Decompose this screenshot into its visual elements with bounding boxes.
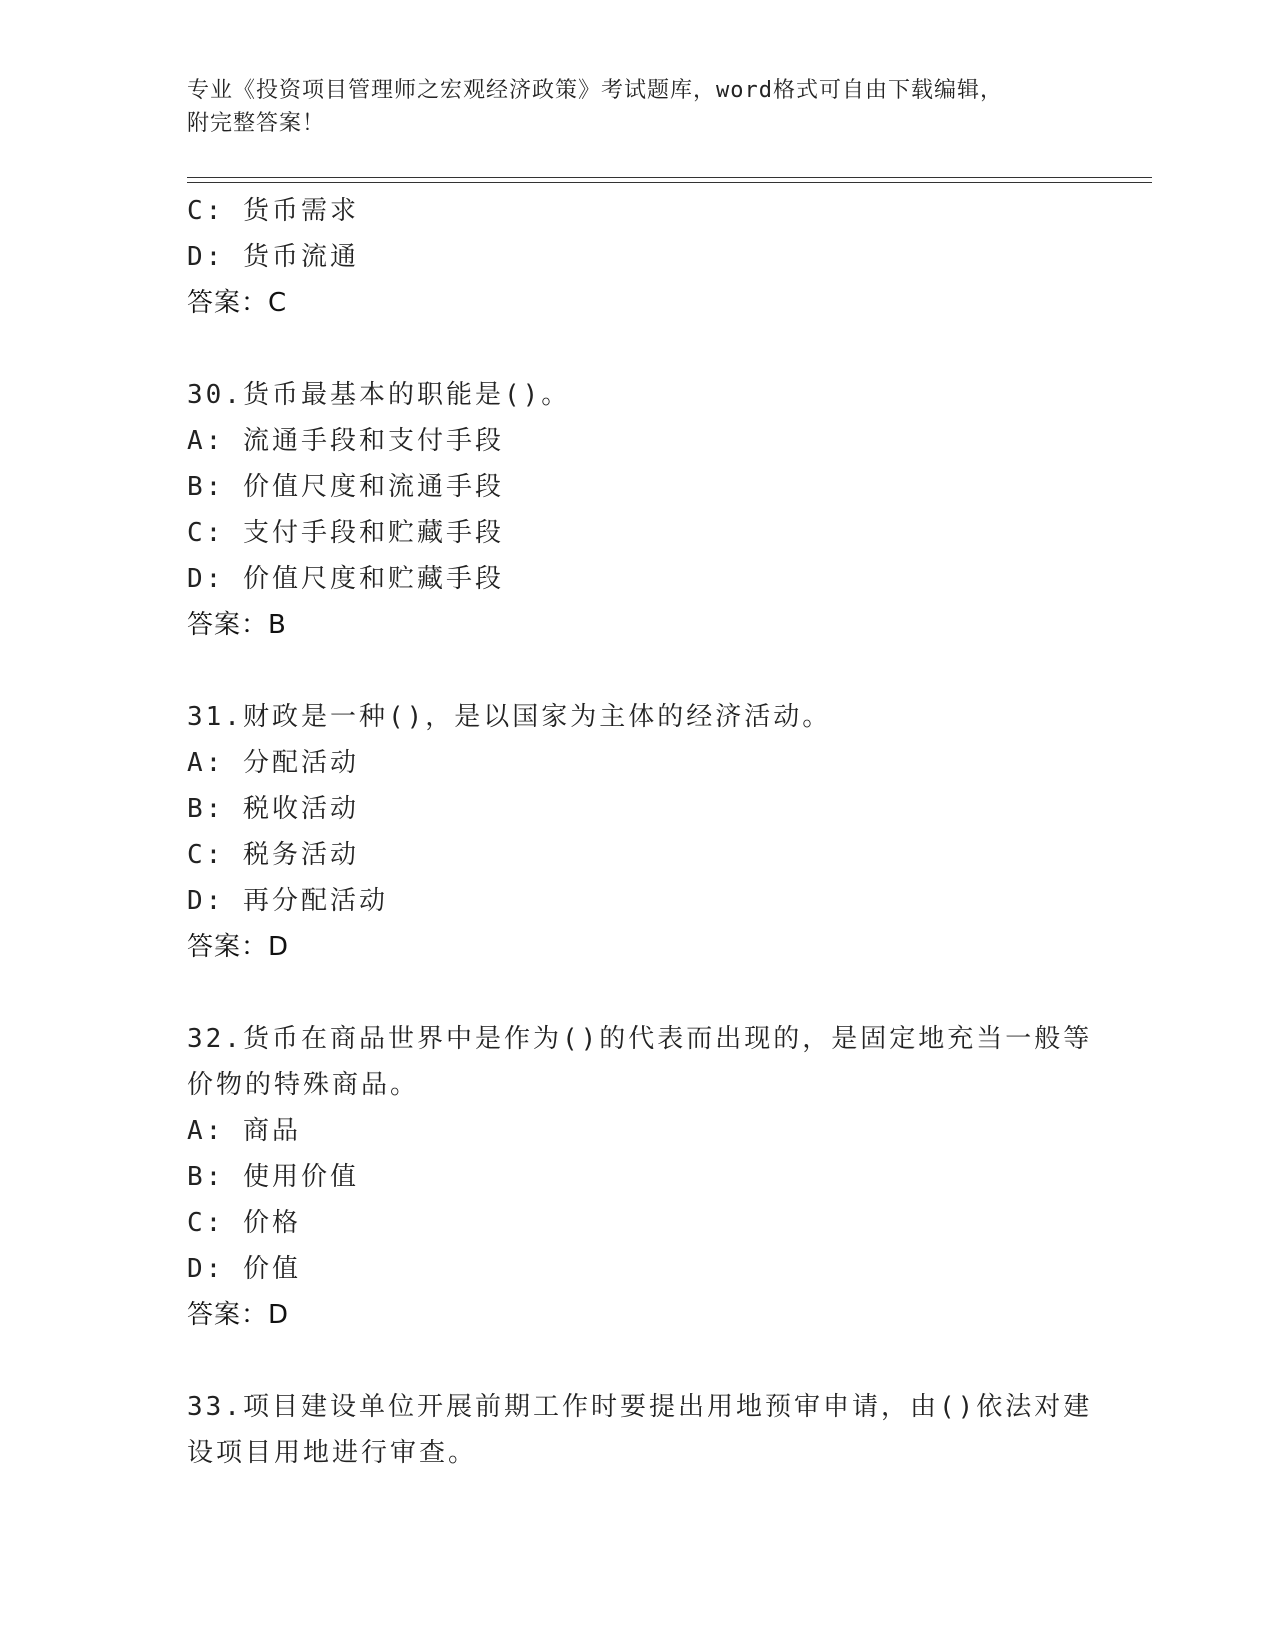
question-stem: 31.财政是一种()，是以国家为主体的经济活动。 bbox=[187, 702, 832, 732]
option-b: B: 价值尺度和流通手段 bbox=[187, 472, 504, 502]
option-a: A: 商品 bbox=[187, 1116, 301, 1146]
answer-line: 答案：D bbox=[187, 1300, 290, 1330]
spacer bbox=[187, 970, 1087, 1016]
spacer bbox=[187, 648, 1087, 694]
header-line-2: 附完整答案！ bbox=[187, 111, 326, 136]
answer-line: 答案：C bbox=[187, 288, 288, 318]
question-31 bbox=[187, 694, 1087, 970]
option-d: D: 价值 bbox=[187, 1254, 301, 1284]
answer-line: 答案：D bbox=[187, 932, 290, 962]
question-29-tail bbox=[187, 188, 1087, 326]
option-c: C: 税务活动 bbox=[187, 840, 359, 870]
question-stem-line-1: 33.项目建设单位开展前期工作时要提出用地预审申请，由()依法对建 bbox=[187, 1392, 1093, 1422]
option-a: A: 分配活动 bbox=[187, 748, 359, 778]
question-30 bbox=[187, 372, 1087, 648]
option-d: D: 价值尺度和贮藏手段 bbox=[187, 564, 504, 594]
question-stem-line-2: 价物的特殊商品。 bbox=[187, 1070, 420, 1100]
question-33 bbox=[187, 1384, 1093, 1476]
spacer bbox=[187, 1338, 1087, 1384]
question-32 bbox=[187, 1016, 1093, 1338]
option-d: D: 再分配活动 bbox=[187, 886, 388, 916]
option-b: B: 使用价值 bbox=[187, 1162, 359, 1192]
answer-line: 答案：B bbox=[187, 610, 287, 640]
question-stem: 30.货币最基本的职能是()。 bbox=[187, 380, 571, 410]
question-stem-line-2: 设项目用地进行审查。 bbox=[187, 1438, 478, 1468]
spacer bbox=[187, 326, 1087, 372]
document-header bbox=[187, 74, 1067, 140]
header-line-1: 专业《投资项目管理师之宏观经济政策》考试题库，word格式可自由下载编辑， bbox=[187, 78, 1003, 103]
option-b: B: 税收活动 bbox=[187, 794, 359, 824]
option-c: C: 支付手段和贮藏手段 bbox=[187, 518, 504, 548]
option-d: D: 货币流通 bbox=[187, 242, 359, 272]
option-a: A: 流通手段和支付手段 bbox=[187, 426, 504, 456]
header-divider-bottom bbox=[187, 182, 1152, 183]
question-list bbox=[187, 188, 1093, 1476]
header-divider-top bbox=[187, 177, 1152, 178]
option-c: C: 价格 bbox=[187, 1208, 301, 1238]
option-c: C: 货币需求 bbox=[187, 196, 359, 226]
question-stem-line-1: 32.货币在商品世界中是作为()的代表而出现的，是固定地充当一般等 bbox=[187, 1024, 1093, 1054]
